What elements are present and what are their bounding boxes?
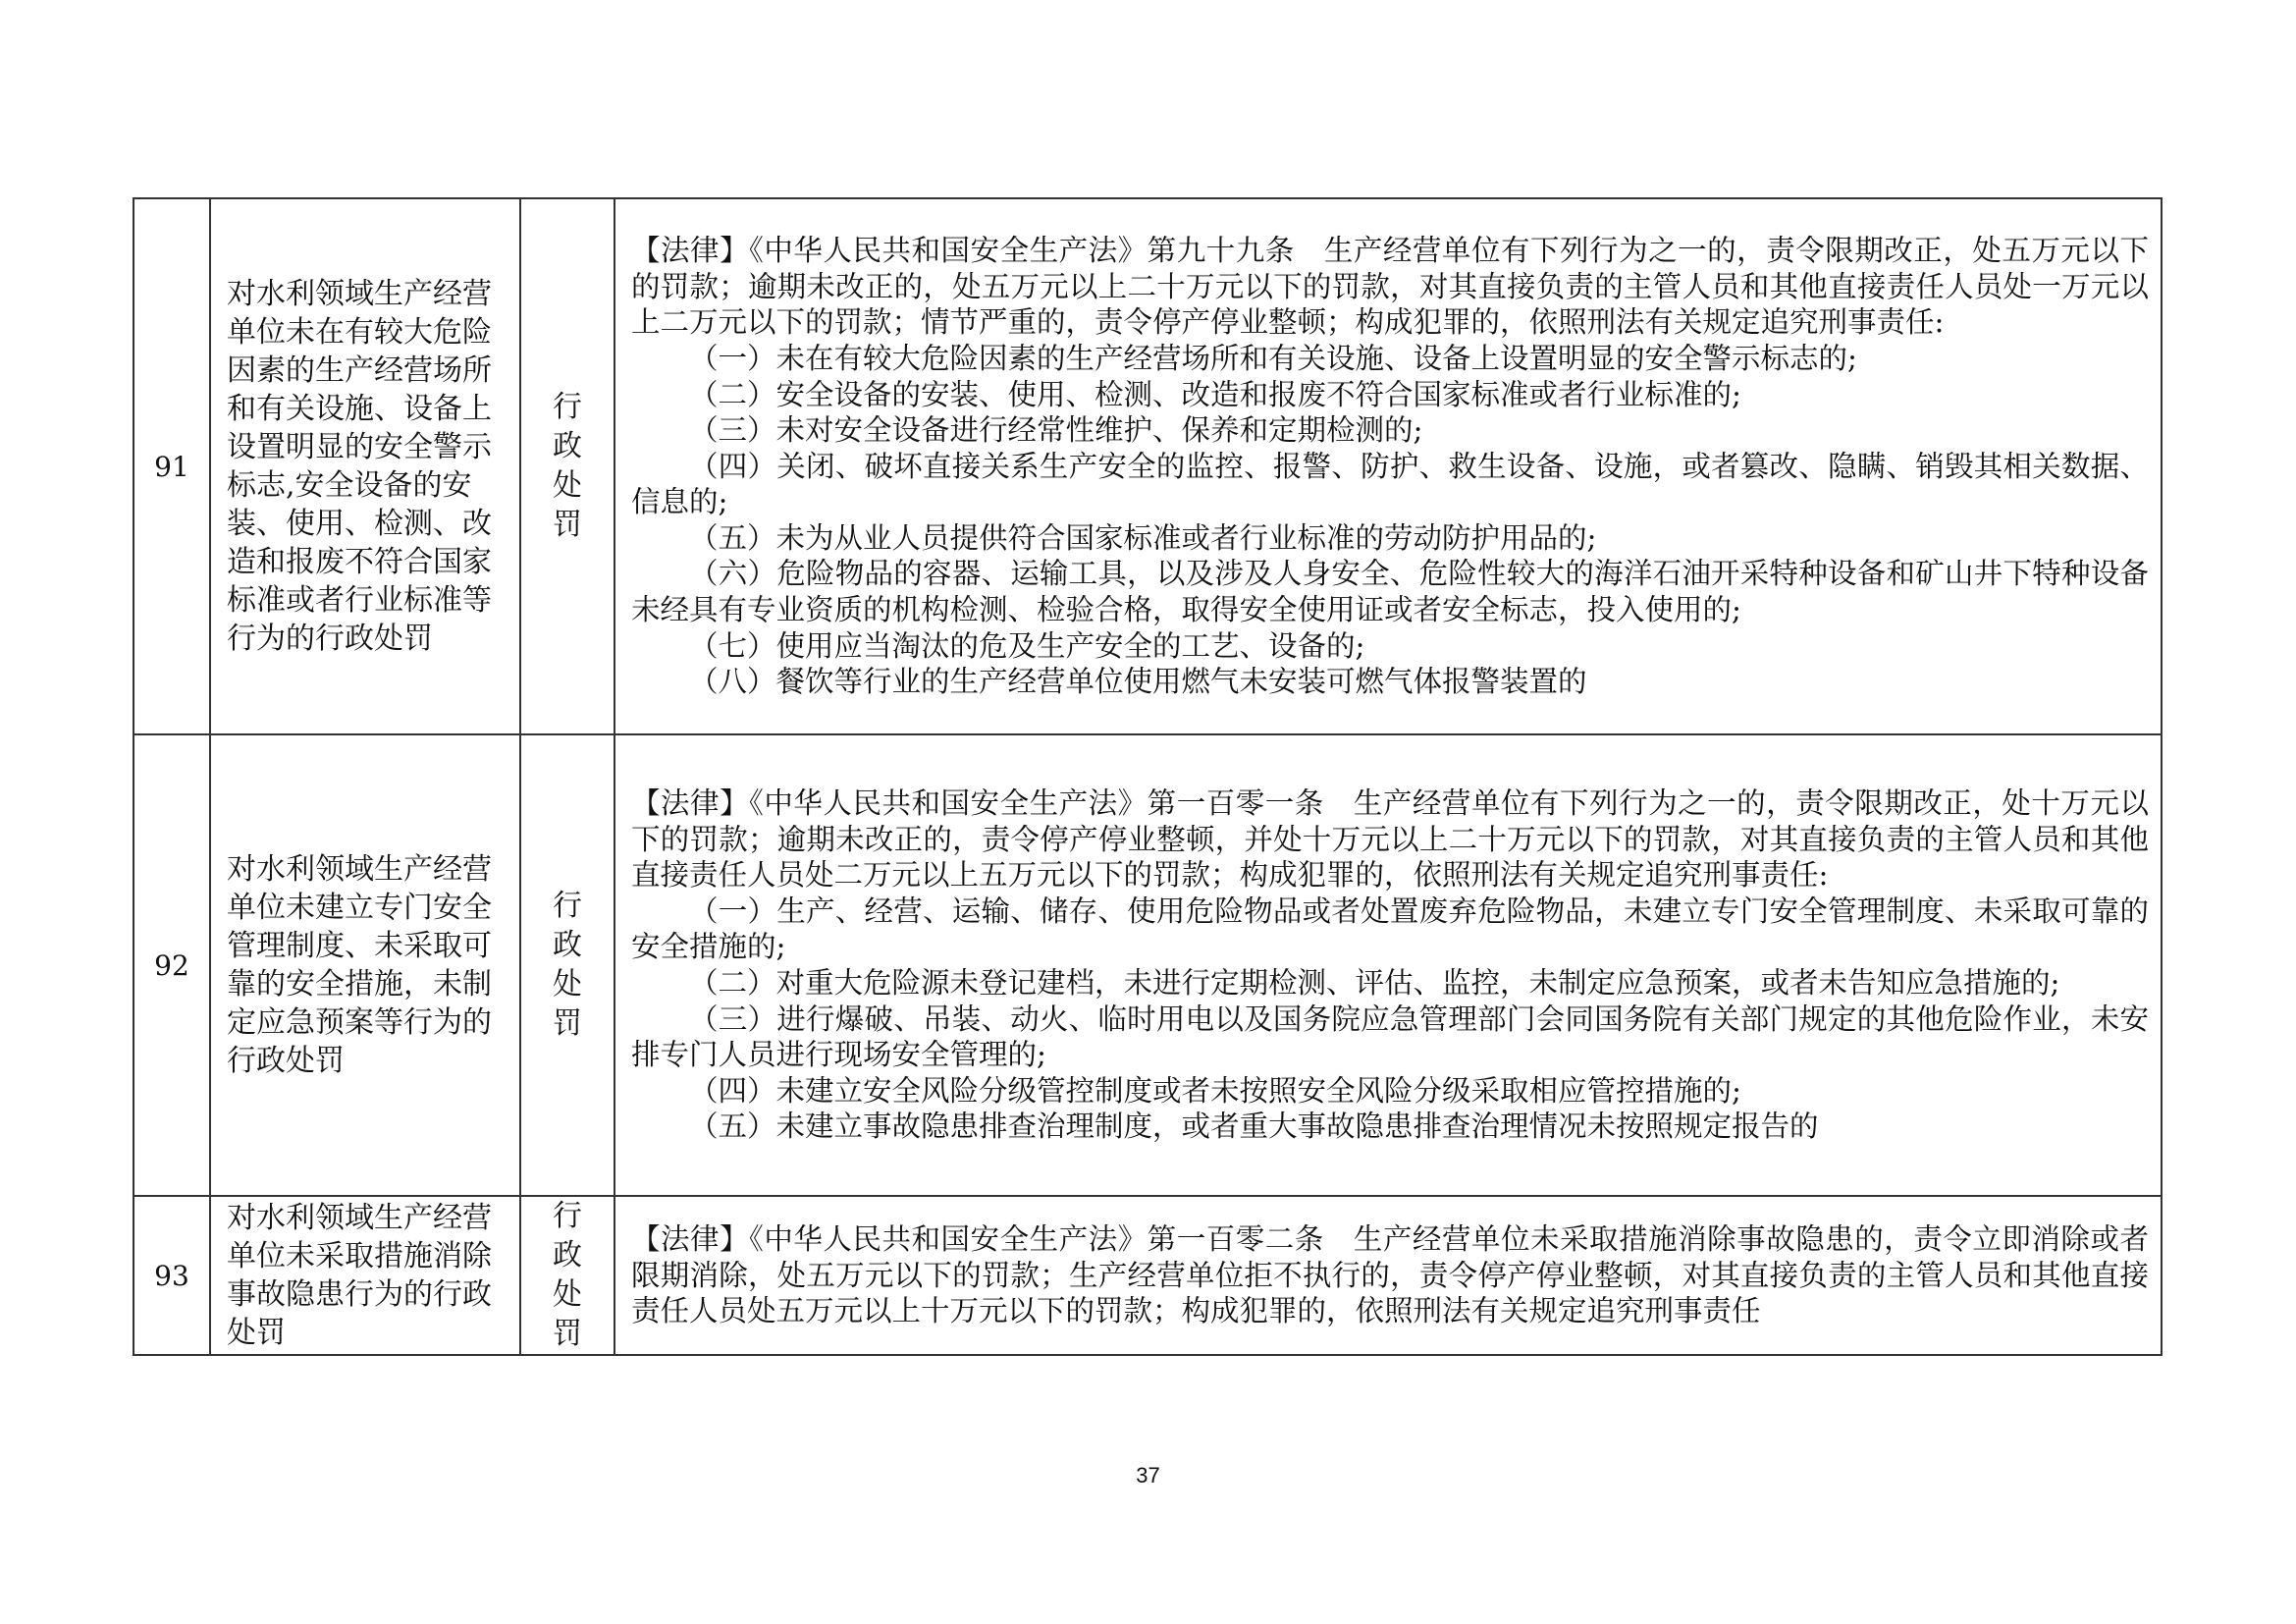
penalty-type-char: 政 — [553, 928, 582, 962]
penalty-type-char: 政 — [553, 429, 582, 463]
legal-basis-cell — [614, 1196, 2162, 1355]
legal-basis-item: （八）餐饮等行业的生产经营单位使用燃气未安装可燃气体报警装置的 — [689, 665, 1587, 699]
legal-basis-item: （四）未建立安全风险分级管控制度或者未按照安全风险分级采取相应管控措施的; — [689, 1073, 1741, 1108]
penalty-table — [133, 197, 2163, 1356]
legal-basis-intro: 【法律】《中华人民共和国安全生产法》第一百零二条 生产经营单位未采取措施消除事故隐患的，责令立即消除或者限期消除，处五万元以下的罚款；生产经营单位拒不执行的，责令停产停业整顿，对其直接负责的主管人员和其他直接责任人员处五万元以上十万元以下的罚款；构成犯罪的，依照刑法有关规定追究刑事责任 — [631, 1222, 2149, 1328]
row-number: 91 — [133, 198, 210, 734]
legal-basis-item: （二）安全设备的安装、使用、检测、改造和报废不符合国家标准或者行业标准的; — [689, 377, 1741, 411]
legal-basis-item: （四）关闭、破坏直接关系生产安全的监控、报警、防护、救生设备、设施，或者篡改、隐瞒、销毁其相关数据、信息的; — [631, 449, 2149, 519]
item-name: 对水利领域生产经营单位未建立专门安全管理制度、未采取可靠的安全措施，未制定应急预案等行为的行政处罚 — [227, 852, 492, 1078]
legal-basis-item: （六）危险物品的容器、运输工具，以及涉及人身安全、危险性较大的海洋石油开采特种设备和矿山井下特种设备未经具有专业资质的机构检测、检验合格，取得安全使用证或者安全标志，投入使用的; — [631, 557, 2149, 627]
legal-basis-item: （五）未建立事故隐患排查治理制度，或者重大事故隐患排查治理情况未按照规定报告的 — [689, 1110, 1819, 1144]
legal-basis-item: （二）对重大危险源未登记建档，未进行定期检测、评估、监控，未制定应急预案，或者未告知应急措施的; — [689, 966, 2060, 1000]
penalty-type-cell — [520, 198, 614, 734]
penalty-type-char: 罚 — [553, 1317, 582, 1351]
page-number: 37 — [1136, 1463, 1160, 1488]
legal-basis-cell — [614, 734, 2162, 1196]
legal-basis-item: （五）未为从业人员提供符合国家标准或者行业标准的劳动防护用品的; — [689, 520, 1597, 555]
penalty-type-char: 处 — [553, 967, 582, 1001]
item-name-cell — [210, 734, 520, 1196]
penalty-type-char: 行 — [553, 889, 582, 923]
table-row — [133, 198, 2162, 734]
penalty-type-char: 罚 — [553, 1006, 582, 1041]
table-row — [133, 1196, 2162, 1355]
item-name-cell — [210, 198, 520, 734]
legal-basis-item: （三）未对安全设备进行经常性维护、保养和定期检测的; — [689, 413, 1423, 448]
penalty-type-char: 政 — [553, 1238, 582, 1272]
row-number: 92 — [133, 734, 210, 1196]
legal-basis-item: （一）未在有较大危险因素的生产经营场所和有关设施、设备上设置明显的安全警示标志的; — [689, 341, 1857, 375]
legal-basis-item: （七）使用应当淘汰的危及生产安全的工艺、设备的; — [689, 628, 1365, 663]
item-name: 对水利领域生产经营单位未在有较大危险因素的生产经营场所和有关设施、设备上设置明显的安全警示标志,安全设备的安装、使用、检测、改造和报废不符合国家标准或者行业标准等行为的行政处罚 — [227, 277, 492, 656]
penalty-type-char: 罚 — [553, 508, 582, 542]
penalty-type-char: 行 — [553, 390, 582, 424]
legal-basis-intro: 【法律】《中华人民共和国安全生产法》第一百零一条 生产经营单位有下列行为之一的，责令限期改正，处十万元以下的罚款；逾期未改正的，责令停产停业整顿，并处十万元以上二十万元以下的罚款，对其直接负责的主管人员和其他直接责任人员处二万元以上五万元以下的罚款；构成犯罪的，依照刑法有关规定追究刑事责任: — [631, 786, 2149, 893]
item-name: 对水利领域生产经营单位未采取措施消除事故隐患行为的行政处罚 — [227, 1201, 492, 1350]
legal-basis-cell — [614, 198, 2162, 734]
penalty-type-cell — [520, 734, 614, 1196]
item-name-cell — [210, 1196, 520, 1355]
penalty-type-char: 处 — [553, 1277, 582, 1312]
penalty-type-char: 处 — [553, 468, 582, 503]
legal-basis-item: （一）生产、经营、运输、储存、使用危险物品或者处置废弃危险物品，未建立专门安全管理制度、未采取可靠的安全措施的; — [631, 893, 2149, 964]
row-number: 93 — [133, 1196, 210, 1355]
legal-basis-item: （三）进行爆破、吊装、动火、临时用电以及国务院应急管理部门会同国务院有关部门规定的其他危险作业，未安排专门人员进行现场安全管理的; — [631, 1001, 2149, 1072]
penalty-type-char: 行 — [553, 1199, 582, 1233]
penalty-type-cell — [520, 1196, 614, 1355]
table-row — [133, 734, 2162, 1196]
legal-basis-intro: 【法律】《中华人民共和国安全生产法》第九十九条 生产经营单位有下列行为之一的，责令限期改正，处五万元以下的罚款；逾期未改正的，处五万元以上二十万元以下的罚款，对其直接负责的主管人员和其他直接责任人员处一万元以上二万元以下的罚款；情节严重的，责令停产停业整顿；构成犯罪的，依照刑法有关规定追究刑事责任: — [631, 234, 2149, 340]
